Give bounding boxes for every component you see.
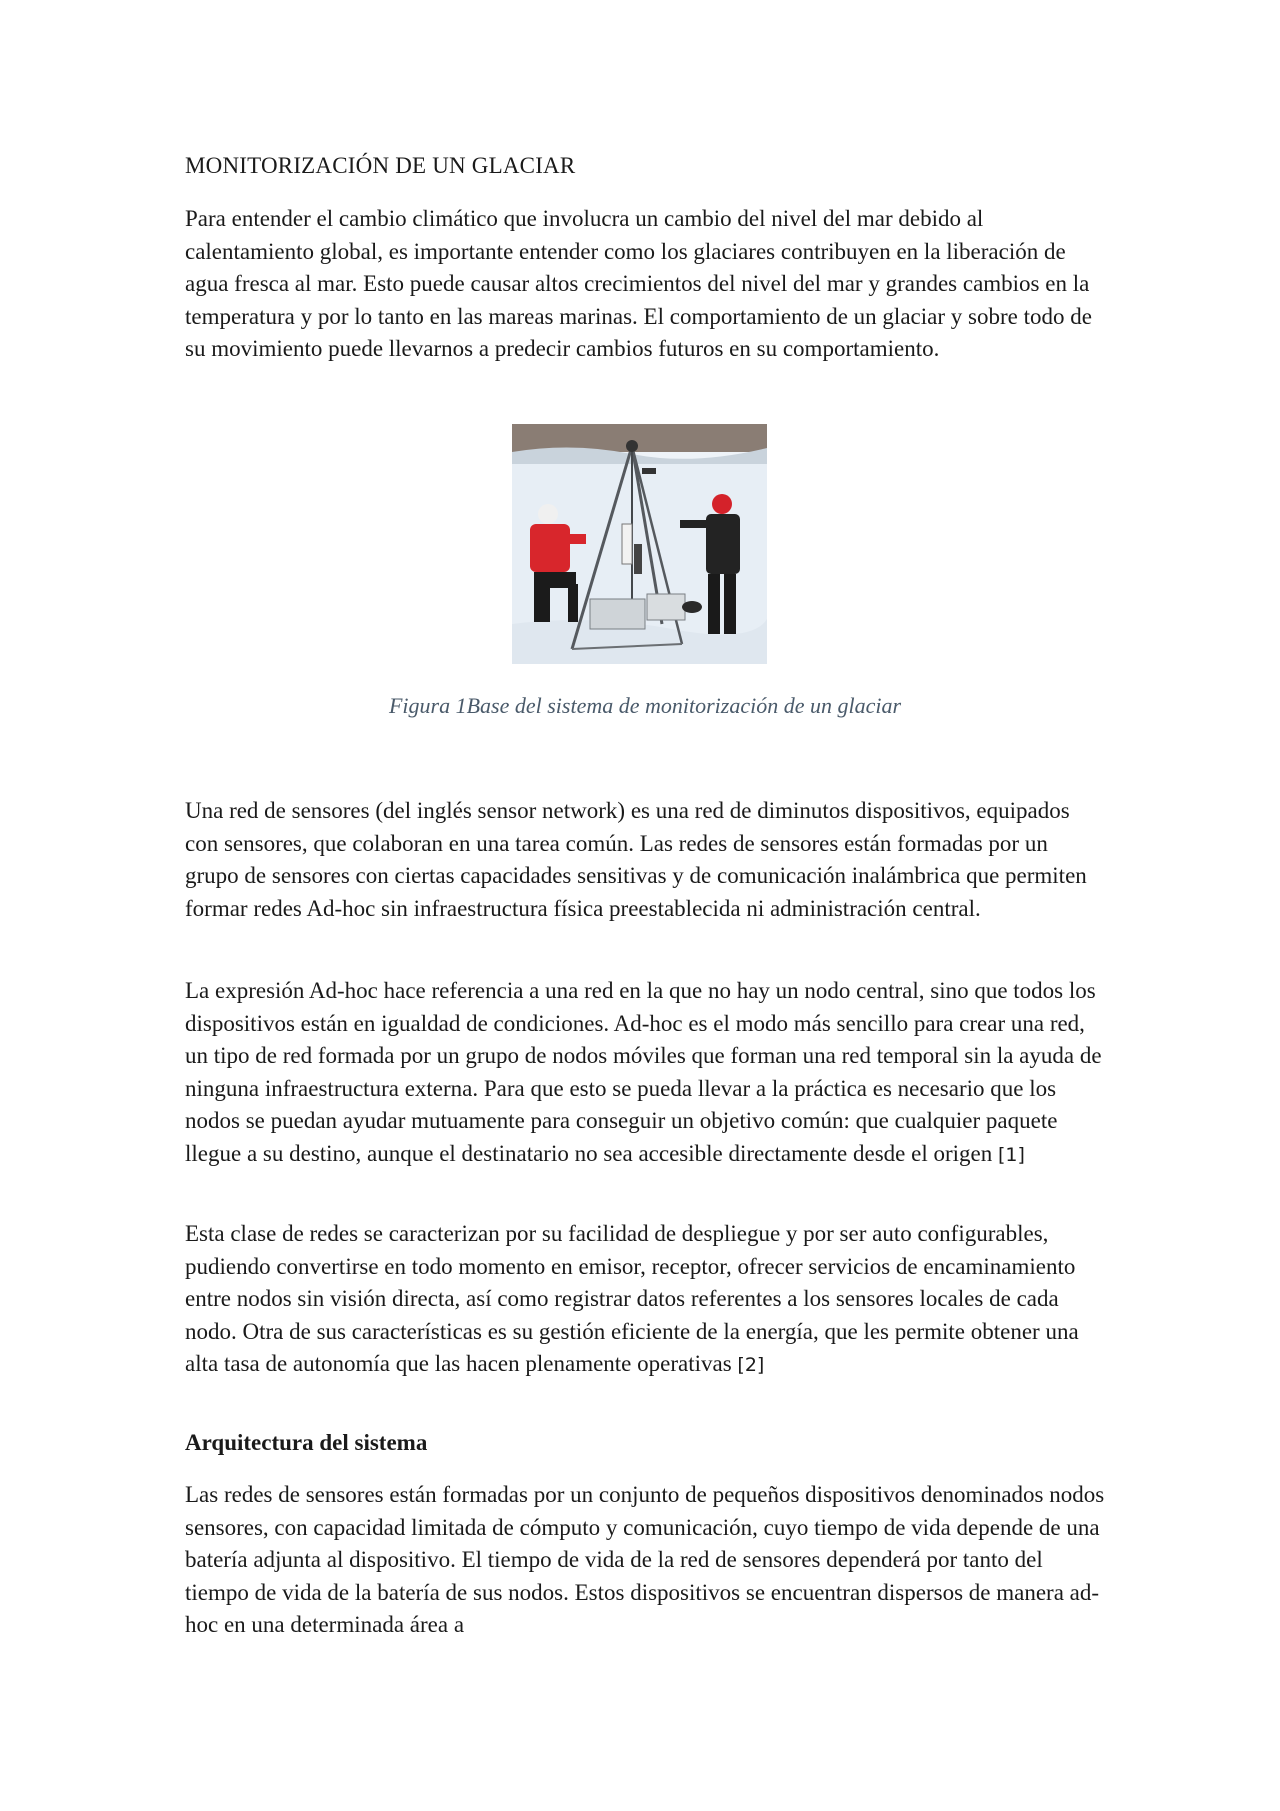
network-features-text: Esta clase de redes se caracterizan por su facilidad de despliegue y por ser auto configurables, pudiendo convertirse en todo momento en emisor, receptor, ofrecer servicios de encaminamiento entre nodos sin visión directa, así como registrar datos referentes a los sensores locales de cada nodo. Otra de sus características es su gestión eficiente de la energía, que les permite obtener una alta tasa de autonomía que las hacen plenamente operativas xyxy=(185,1221,1079,1376)
architecture-paragraph: Las redes de sensores están formadas por un conjunto de pequeños dispositivos denominados nodos sensores, con capacidad limitada de cómputo y comunicación, cuyo tiempo de vida depende de una batería adjunta al dispositivo. El tiempo de vida de la red de sensores dependerá por tanto del tiempo de vida de la batería de sus nodos. Estos dispositivos se encuentran dispersos de manera ad-hoc en una determinada área a xyxy=(185,1482,1105,1637)
adhoc-paragraph xyxy=(185,975,1105,1171)
adhoc-paragraph-text: La expresión Ad-hoc hace referencia a una red en la que no hay un nodo central, sino que todos los dispositivos están en igualdad de condiciones. Ad-hoc es el modo más sencillo para crear una red, un tipo de red formada por un grupo de nodos móviles que forman una red temporal sin la ayuda de ninguna infraestructura externa. Para que esto se pueda llevar a la práctica es necesario que los nodos se puedan ayudar mutuamente para conseguir un objetivo común: que cualquier paquete llegue a su destino, aunque el destinatario no sea accesible directamente desde el origen xyxy=(185,978,1102,1166)
glacier-station-photo xyxy=(512,424,767,664)
sensor-network-paragraph: Una red de sensores (del inglés sensor network) es una red de diminutos dispositivos, equipados con sensores, que colaboran en una tarea común. Las redes de sensores están formadas por un grupo de sensores con ciertas capacidades sensitivas y de comunicación inalámbrica que permiten formar redes Ad-hoc sin infraestructura física preestablecida ni administración central. xyxy=(185,798,1087,921)
citation-2: [2] xyxy=(737,1354,765,1376)
section-heading: Arquitectura del sistema xyxy=(185,1430,428,1455)
figure-caption: Figura 1Base del sistema de monitorización de un glaciar xyxy=(388,693,902,718)
intro-paragraph: Para entender el cambio climático que involucra un cambio del nivel del mar debido al calentamiento global, es importante entender como los glaciares contribuyen en la liberación de agua fresca al mar. Esto puede causar altos crecimientos del nivel del mar y grandes cambios en la temperatura y por lo tanto en las mareas marinas. El comportamiento de un glaciar y sobre todo de su movimiento puede llevarnos a predecir cambios futuros en su comportamiento. xyxy=(185,206,1092,361)
document-title: MONITORIZACIÓN DE UN GLACIAR xyxy=(185,153,576,178)
network-features-paragraph xyxy=(185,1218,1105,1382)
citation-1: [1] xyxy=(998,1143,1025,1166)
